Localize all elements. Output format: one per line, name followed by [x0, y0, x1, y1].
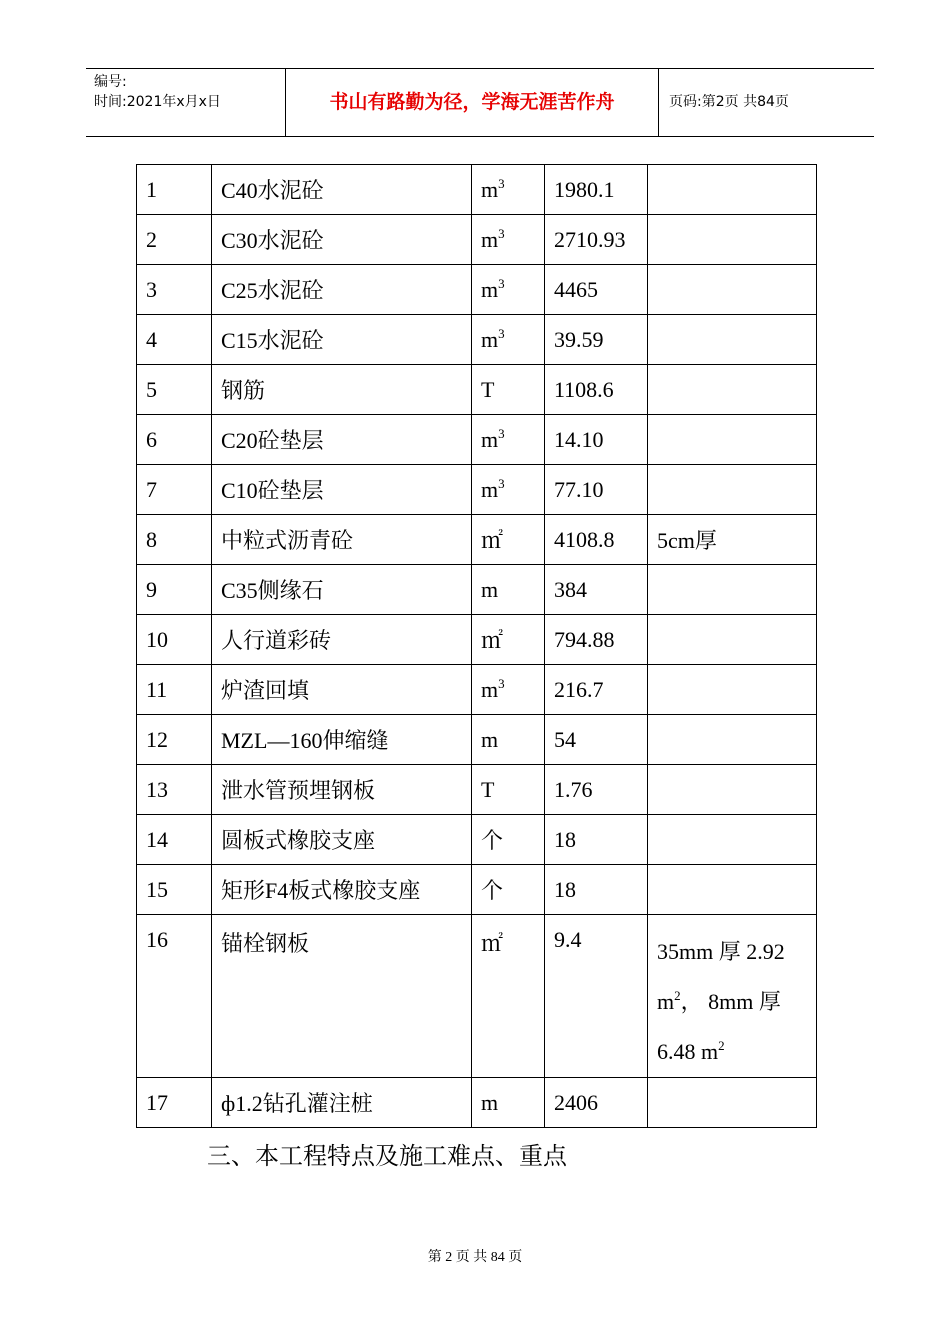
table-row	[137, 1078, 817, 1128]
row-number: 6	[137, 415, 212, 465]
item-name: C20砼垫层	[212, 415, 472, 465]
item-name: 人行道彩砖	[212, 615, 472, 665]
unit-text: T	[481, 776, 495, 802]
item-unit	[472, 415, 545, 465]
table-row	[137, 515, 817, 565]
item-quantity: 9.4	[545, 915, 648, 1078]
item-note	[648, 365, 817, 415]
item-note	[648, 465, 817, 515]
row-number: 12	[137, 715, 212, 765]
item-note	[648, 665, 817, 715]
item-unit: ㎡	[472, 915, 545, 1078]
page-footer: 第 2 页 共 84 页	[427, 1250, 523, 1265]
item-quantity: 4108.8	[545, 515, 648, 565]
unit-superscript: 3	[498, 225, 505, 241]
unit-superscript: 3	[498, 325, 505, 341]
item-unit	[472, 865, 545, 915]
item-unit	[472, 215, 545, 265]
item-quantity: 1980.1	[545, 165, 648, 215]
unit-text: ㎡	[481, 628, 504, 653]
item-quantity: 4465	[545, 265, 648, 315]
unit-superscript: 3	[498, 275, 505, 291]
row-number: 11	[137, 665, 212, 715]
row-number: 4	[137, 315, 212, 365]
row-number: 5	[137, 365, 212, 415]
row-number: 1	[137, 165, 212, 215]
header-meta	[86, 69, 286, 136]
item-name: C30水泥砼	[212, 215, 472, 265]
item-note	[648, 265, 817, 315]
item-note	[648, 815, 817, 865]
item-note	[648, 315, 817, 365]
item-name: 钢筋	[212, 365, 472, 415]
note-sup-2: 2	[718, 1038, 725, 1053]
unit-text: m	[481, 576, 499, 602]
item-note	[648, 415, 817, 465]
item-quantity: 54	[545, 715, 648, 765]
row-number: 3	[137, 265, 212, 315]
materials-table	[136, 164, 817, 1128]
unit-text: m	[481, 226, 499, 252]
unit-text: m	[481, 176, 499, 202]
item-quantity: 39.59	[545, 315, 648, 365]
unit-superscript: 3	[498, 675, 505, 691]
item-name: ф1.2钻孔灌注桩	[212, 1078, 472, 1128]
item-name: C10砼垫层	[212, 465, 472, 515]
unit-text: 个	[481, 878, 504, 903]
item-quantity: 18	[545, 815, 648, 865]
table-row	[137, 215, 817, 265]
item-note	[648, 165, 817, 215]
item-unit	[472, 315, 545, 365]
item-name: 圆板式橡胶支座	[212, 815, 472, 865]
item-name: C40水泥砼	[212, 165, 472, 215]
unit-superscript: 3	[498, 475, 505, 491]
unit-text: m	[481, 326, 499, 352]
item-name: 炉渣回填	[212, 665, 472, 715]
unit-text: T	[481, 376, 495, 402]
time-label: 时间:2021年x月x日	[94, 94, 221, 110]
header-page-info: 页码:第2页 共84页	[669, 94, 789, 110]
item-quantity: 1108.6	[545, 365, 648, 415]
item-note: 5cm厚	[648, 515, 817, 565]
item-unit	[472, 165, 545, 215]
table-row	[137, 865, 817, 915]
item-quantity: 794.88	[545, 615, 648, 665]
item-unit	[472, 715, 545, 765]
item-unit	[472, 815, 545, 865]
row-number: 16	[137, 915, 212, 1078]
item-unit	[472, 465, 545, 515]
unit-text: ㎡	[481, 528, 504, 553]
row-number: 15	[137, 865, 212, 915]
item-name: 锚栓钢板	[212, 915, 472, 1078]
note-text-1: 35mm 厚 2.92 m	[657, 939, 785, 1014]
item-name: C35侧缘石	[212, 565, 472, 615]
note-text-2: ， 8mm 厚 6.48 m	[657, 989, 781, 1064]
item-note	[648, 715, 817, 765]
table-row	[137, 315, 817, 365]
item-unit	[472, 665, 545, 715]
row-number: 10	[137, 615, 212, 665]
item-unit	[472, 365, 545, 415]
item-unit	[472, 515, 545, 565]
table-row	[137, 815, 817, 865]
row-number: 13	[137, 765, 212, 815]
table-row	[137, 565, 817, 615]
item-quantity: 384	[545, 565, 648, 615]
item-quantity: 216.7	[545, 665, 648, 715]
table-row	[137, 765, 817, 815]
item-note	[648, 865, 817, 915]
section-heading: 三、本工程特点及施工难点、重点	[207, 1144, 567, 1170]
page-header	[86, 68, 874, 137]
item-name: C25水泥砼	[212, 265, 472, 315]
item-quantity: 18	[545, 865, 648, 915]
item-unit	[472, 565, 545, 615]
number-label: 编号:	[94, 74, 127, 90]
unit-text: m	[481, 676, 499, 702]
row-number: 9	[137, 565, 212, 615]
unit-text: m	[481, 276, 499, 302]
item-quantity: 2710.93	[545, 215, 648, 265]
item-note	[648, 615, 817, 665]
item-note	[648, 215, 817, 265]
unit-text: m	[481, 426, 499, 452]
item-unit	[472, 615, 545, 665]
item-name: C15水泥砼	[212, 315, 472, 365]
table-row	[137, 415, 817, 465]
header-motto: 书山有路勤为径，学海无涯苦作舟	[286, 69, 659, 136]
table-row	[137, 265, 817, 315]
unit-superscript: 3	[498, 425, 505, 441]
item-quantity: 2406	[545, 1078, 648, 1128]
table-row	[137, 715, 817, 765]
table-row	[137, 365, 817, 415]
item-unit: m	[472, 1078, 545, 1128]
item-note	[648, 765, 817, 815]
note-sup-1: 2	[674, 988, 681, 1003]
unit-text: m	[481, 476, 499, 502]
table-row	[137, 665, 817, 715]
table-row	[137, 915, 817, 1078]
item-note	[648, 1078, 817, 1128]
item-name: MZL—160伸缩缝	[212, 715, 472, 765]
unit-superscript: 3	[498, 175, 505, 191]
table-row	[137, 165, 817, 215]
item-name: 中粒式沥青砼	[212, 515, 472, 565]
unit-text: m	[481, 726, 499, 752]
row-number: 2	[137, 215, 212, 265]
row-number: 7	[137, 465, 212, 515]
item-note	[648, 565, 817, 615]
item-unit	[472, 265, 545, 315]
item-quantity: 1.76	[545, 765, 648, 815]
item-quantity: 77.10	[545, 465, 648, 515]
row-number: 14	[137, 815, 212, 865]
item-name: 泄水管预埋钢板	[212, 765, 472, 815]
unit-text: 个	[481, 828, 504, 853]
item-note	[648, 915, 817, 1078]
item-quantity: 14.10	[545, 415, 648, 465]
item-unit	[472, 765, 545, 815]
materials-table-body	[137, 165, 817, 1128]
item-name: 矩形F4板式橡胶支座	[212, 865, 472, 915]
row-number: 17	[137, 1078, 212, 1128]
table-row	[137, 465, 817, 515]
row-number: 8	[137, 515, 212, 565]
table-row	[137, 615, 817, 665]
